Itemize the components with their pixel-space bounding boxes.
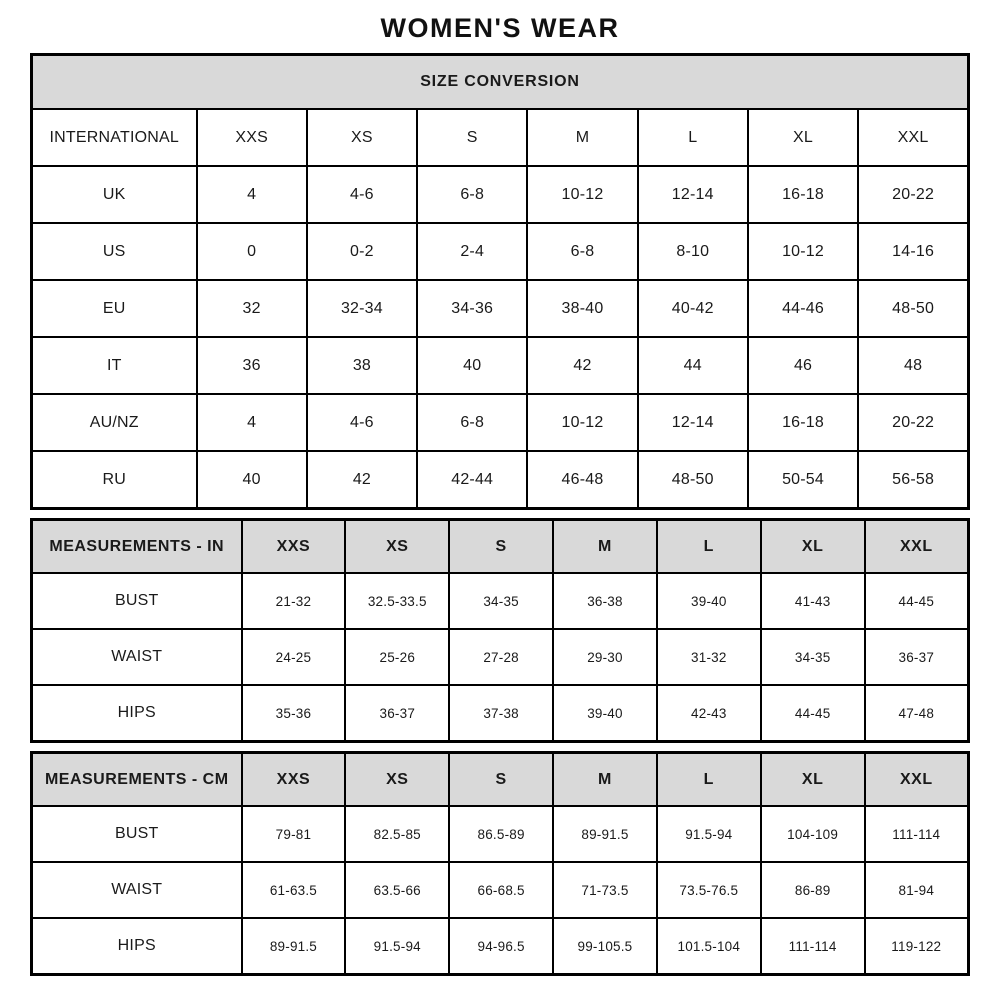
table-row-bust-cm [32, 806, 969, 862]
column-header: INTERNATIONAL [32, 109, 197, 166]
table-cell: 94-96.5 [449, 918, 553, 975]
table-cell: 61-63.5 [242, 862, 346, 918]
column-header: XS [307, 109, 417, 166]
column-header: L [638, 109, 748, 166]
column-header: L [657, 753, 761, 807]
row-label: UK [32, 166, 197, 223]
measurements-in-header-row [32, 520, 969, 574]
table-cell: 31-32 [657, 629, 761, 685]
table-cell: 47-48 [865, 685, 969, 742]
column-header: M [553, 753, 657, 807]
row-label: WAIST [32, 862, 242, 918]
table-cell: 73.5-76.5 [657, 862, 761, 918]
table-row-hips-cm [32, 918, 969, 975]
table-cell: 82.5-85 [345, 806, 449, 862]
table-cell: 44-45 [865, 573, 969, 629]
column-header: XXL [858, 109, 968, 166]
table-cell: 32.5-33.5 [345, 573, 449, 629]
table-cell: 34-35 [449, 573, 553, 629]
table-cell: 21-32 [242, 573, 346, 629]
table-cell: 86-89 [761, 862, 865, 918]
table-cell: 6-8 [417, 166, 527, 223]
table-cell: 37-38 [449, 685, 553, 742]
table-cell: 39-40 [553, 685, 657, 742]
table-cell: 4 [197, 394, 307, 451]
column-header: M [553, 520, 657, 574]
table-cell: 50-54 [748, 451, 858, 509]
column-header: XS [345, 753, 449, 807]
table-cell: 71-73.5 [553, 862, 657, 918]
measurements-cm-table [30, 751, 970, 976]
table-cell: 111-114 [865, 806, 969, 862]
table-cell: 36-37 [865, 629, 969, 685]
table-cell: 38 [307, 337, 417, 394]
size-conversion-title-row [32, 55, 969, 110]
table-cell: 46 [748, 337, 858, 394]
size-conversion-title: SIZE CONVERSION [32, 55, 969, 110]
table-cell: 24-25 [242, 629, 346, 685]
table-cell: 4-6 [307, 166, 417, 223]
table-cell: 32-34 [307, 280, 417, 337]
table-cell: 14-16 [858, 223, 968, 280]
size-conversion-header-row [32, 109, 969, 166]
table-row-waist-in [32, 629, 969, 685]
table-row-it [32, 337, 969, 394]
table-cell: 56-58 [858, 451, 968, 509]
table-cell: 27-28 [449, 629, 553, 685]
table-cell: 16-18 [748, 394, 858, 451]
table-cell: 35-36 [242, 685, 346, 742]
column-header: XXL [865, 753, 969, 807]
table-cell: 10-12 [527, 394, 637, 451]
column-header: S [449, 520, 553, 574]
measurements-in-table [30, 518, 970, 743]
column-header: S [417, 109, 527, 166]
table-cell: 104-109 [761, 806, 865, 862]
table-cell: 32 [197, 280, 307, 337]
table-cell: 42-44 [417, 451, 527, 509]
table-cell: 48-50 [858, 280, 968, 337]
table-cell: 46-48 [527, 451, 637, 509]
column-header: XL [748, 109, 858, 166]
row-label: RU [32, 451, 197, 509]
measurements-cm-header-row [32, 753, 969, 807]
table-cell: 36 [197, 337, 307, 394]
table-cell: 16-18 [748, 166, 858, 223]
table-cell: 101.5-104 [657, 918, 761, 975]
table-cell: 20-22 [858, 166, 968, 223]
table-row-uk [32, 166, 969, 223]
table-cell: 66-68.5 [449, 862, 553, 918]
table-cell: 40 [197, 451, 307, 509]
column-header: L [657, 520, 761, 574]
table-row-eu [32, 280, 969, 337]
table-cell: 91.5-94 [657, 806, 761, 862]
table-cell: 2-4 [417, 223, 527, 280]
row-label: US [32, 223, 197, 280]
table-title: MEASUREMENTS - CM [32, 753, 242, 807]
table-cell: 34-36 [417, 280, 527, 337]
table-cell: 111-114 [761, 918, 865, 975]
table-cell: 40 [417, 337, 527, 394]
table-cell: 79-81 [242, 806, 346, 862]
table-row-waist-cm [32, 862, 969, 918]
table-cell: 42 [307, 451, 417, 509]
table-cell: 29-30 [553, 629, 657, 685]
row-label: IT [32, 337, 197, 394]
table-cell: 44-45 [761, 685, 865, 742]
table-cell: 40-42 [638, 280, 748, 337]
table-cell: 119-122 [865, 918, 969, 975]
row-label: BUST [32, 573, 242, 629]
table-cell: 99-105.5 [553, 918, 657, 975]
table-row-ru [32, 451, 969, 509]
table-cell: 39-40 [657, 573, 761, 629]
table-cell: 10-12 [748, 223, 858, 280]
table-cell: 81-94 [865, 862, 969, 918]
table-cell: 89-91.5 [242, 918, 346, 975]
table-cell: 48-50 [638, 451, 748, 509]
table-cell: 0 [197, 223, 307, 280]
row-label: BUST [32, 806, 242, 862]
table-cell: 44 [638, 337, 748, 394]
table-cell: 41-43 [761, 573, 865, 629]
column-header: XS [345, 520, 449, 574]
table-cell: 91.5-94 [345, 918, 449, 975]
table-cell: 89-91.5 [553, 806, 657, 862]
column-header: XXS [197, 109, 307, 166]
row-label: HIPS [32, 918, 242, 975]
table-cell: 8-10 [638, 223, 748, 280]
table-row-us [32, 223, 969, 280]
row-label: AU/NZ [32, 394, 197, 451]
table-cell: 25-26 [345, 629, 449, 685]
table-row-bust-in [32, 573, 969, 629]
column-header: M [527, 109, 637, 166]
table-cell: 38-40 [527, 280, 637, 337]
column-header: XL [761, 753, 865, 807]
table-cell: 20-22 [858, 394, 968, 451]
column-header: XL [761, 520, 865, 574]
table-cell: 12-14 [638, 394, 748, 451]
table-row-hips-in [32, 685, 969, 742]
column-header: XXS [242, 520, 346, 574]
table-cell: 4 [197, 166, 307, 223]
table-cell: 44-46 [748, 280, 858, 337]
size-conversion-table [30, 53, 970, 510]
table-cell: 42 [527, 337, 637, 394]
table-cell: 0-2 [307, 223, 417, 280]
table-cell: 48 [858, 337, 968, 394]
column-header: S [449, 753, 553, 807]
column-header: XXL [865, 520, 969, 574]
row-label: EU [32, 280, 197, 337]
table-cell: 42-43 [657, 685, 761, 742]
table-cell: 6-8 [527, 223, 637, 280]
row-label: WAIST [32, 629, 242, 685]
table-row-aunz [32, 394, 969, 451]
table-cell: 6-8 [417, 394, 527, 451]
table-cell: 34-35 [761, 629, 865, 685]
table-cell: 63.5-66 [345, 862, 449, 918]
table-cell: 36-38 [553, 573, 657, 629]
table-cell: 12-14 [638, 166, 748, 223]
column-header: XXS [242, 753, 346, 807]
table-title: MEASUREMENTS - IN [32, 520, 242, 574]
table-cell: 4-6 [307, 394, 417, 451]
table-cell: 86.5-89 [449, 806, 553, 862]
table-cell: 10-12 [527, 166, 637, 223]
row-label: HIPS [32, 685, 242, 742]
table-cell: 36-37 [345, 685, 449, 742]
page-title: WOMEN'S WEAR [380, 13, 620, 43]
